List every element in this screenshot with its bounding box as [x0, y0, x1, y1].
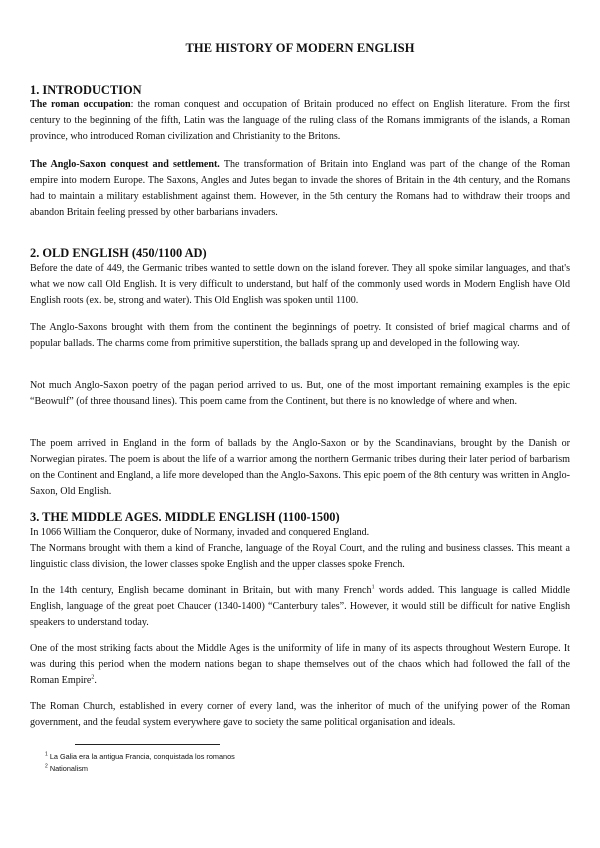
paragraph-text: One of the most striking facts about the Middle Ages is the uniformity of life in many of its aspects throughout Western Europe. It was during this period when the modern nations began to shape themselves out of the chaos which had followed the fall of the Roman Empire [30, 643, 570, 686]
paragraph: The poem arrived in England in the form of ballads by the Anglo-Saxon or by the Scandinavians, brought by the Danish or Norwegian pirates. The poem is about the life of a warrior among the northern Germanic tribes during their later period of barbarism on the Continent and England, a life more developed than the Anglo-Saxons. This epic poem of the 8th century was written in Anglo-Saxon, Old English. [30, 438, 570, 497]
paragraph: The Anglo-Saxons brought with them from the continent the beginnings of poetry. It consisted of brief magical charms and of popular ballads. The charms come from primitive superstition, the ballads sprang up and developed in the following way. [30, 322, 570, 349]
footnote-mark: 2 [45, 763, 48, 770]
footnote-mark: 1 [45, 751, 48, 758]
paragraph-text: . [94, 675, 97, 686]
paragraph-text: The transformation of Britain into England was part of the change of the Roman empire into modern Europe. The Saxons, Angles and Jutes began to invade the shores of Britain in the 4th century, and the Romans had to maintain a military establishment against them. However, in the 5th century the Romans had to withdraw their troops and abandon Britain feeling pressed by other barbarians invaders. [30, 159, 570, 218]
paragraph-text: words added. This language is called Middle English, language of the great poet Chaucer (1340-1400) “Canterbury tales”. However, it would still be difficult for native English speakers to understand today. [30, 585, 570, 628]
paragraph-fourteenth-century [30, 583, 570, 631]
paragraph-lead: The roman occupation [30, 99, 131, 110]
section-heading-old-english: 2. OLD ENGLISH (450/1100 AD) [30, 246, 207, 260]
document-title: THE HISTORY OF MODERN ENGLISH [185, 41, 415, 55]
paragraph-roman-occupation [30, 97, 570, 145]
paragraph-text: In the 14th century, English became dominant in Britain, but with many French [30, 585, 372, 596]
footnote-text: Nationalism [49, 764, 88, 773]
paragraph-roman-church: The Roman Church, established in every corner of every land, was the inheritor of much of the unifying power of the Roman government, and the feudal system everywhere gave to society the same political organisation and ideals. [30, 701, 570, 728]
section-heading-middle-english: 3. THE MIDDLE AGES. MIDDLE ENGLISH (1100-1500) [30, 510, 340, 524]
paragraph-line: The Normans brought with them a kind of Franche, language of the Royal Court, and the ruling and business classes. This meant a linguistic class division, the lower classes spoke English and the upper classes spoke French. [30, 543, 570, 570]
section-heading-introduction: 1. INTRODUCTION [30, 83, 142, 97]
footnote-reference-2[interactable]: 2 [91, 674, 95, 681]
paragraph-text: : the roman conquest and occupation of Britain produced no effect on English literature. From the first century to the beginning of the fifth, Latin was the language of the ruling class of the Romans immigrants of the islands, a Roman province, who introduced Roman civilization and Christianity to the Britons. [30, 99, 570, 142]
footnote-divider [75, 744, 220, 745]
footnote-2 [45, 764, 88, 774]
footnote-text: La Galia era la antigua Francia, conquistada los romanos [49, 752, 235, 761]
footnote-1 [45, 752, 235, 762]
paragraph: Not much Anglo-Saxon poetry of the pagan period arrived to us. But, one of the most important remaining examples is the epic “Beowulf” (of three thousand lines). This poem came from the Continent, but there is no knowledge of where and when. [30, 380, 570, 407]
footnote-reference-1[interactable]: 1 [371, 584, 375, 591]
paragraph: Before the date of 449, the Germanic tribes wanted to settle down on the island forever. They all spoke similar languages, and that's what we now call Old English. It is very difficult to understand, but half of the commonly used words in Modern English have Old English roots (ex. be, strong and water). This Old English was spoken until 1100. [30, 263, 570, 306]
paragraph-anglo-saxon-conquest [30, 157, 570, 221]
paragraph-lead: The Anglo-Saxon conquest and settlement. [30, 159, 220, 170]
paragraph-norman-conquest [30, 525, 570, 573]
paragraph-line: In 1066 William the Conqueror, duke of Normany, invaded and conquered England. [30, 527, 370, 538]
paragraph-uniformity [30, 641, 570, 689]
